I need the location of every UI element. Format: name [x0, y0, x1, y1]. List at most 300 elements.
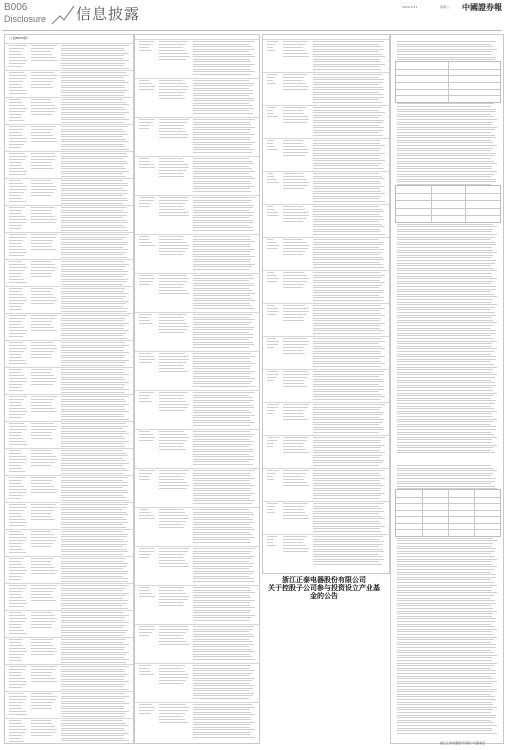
text-line — [313, 145, 385, 146]
text-line — [193, 695, 253, 696]
text-line — [397, 657, 492, 658]
text-line — [159, 197, 189, 198]
text-line — [9, 162, 22, 163]
text-line — [267, 149, 278, 150]
text-line — [397, 343, 492, 344]
text-line — [313, 300, 383, 301]
text-line — [61, 534, 128, 535]
text-line — [61, 234, 129, 235]
text-line — [31, 516, 52, 517]
text-line — [193, 551, 252, 552]
text-line — [9, 153, 25, 154]
text-line — [283, 53, 308, 54]
text-line — [31, 459, 57, 460]
text-line — [397, 683, 493, 684]
text-line — [61, 708, 124, 709]
text-line — [397, 54, 492, 55]
text-line — [9, 660, 22, 661]
text-line — [313, 424, 379, 425]
page-header — [0, 0, 506, 32]
text-line — [313, 221, 379, 222]
text-line — [31, 345, 56, 346]
text-line — [61, 436, 124, 437]
text-line — [159, 635, 183, 636]
text-line — [397, 608, 493, 609]
text-line — [61, 389, 129, 390]
text-line — [31, 678, 55, 679]
text-line — [9, 240, 23, 241]
text-line — [159, 158, 183, 159]
text-line — [397, 111, 496, 112]
text-line — [397, 704, 493, 705]
text-line — [9, 357, 22, 358]
text-line — [193, 631, 249, 632]
text-line — [397, 616, 492, 617]
text-line — [31, 477, 56, 478]
text-line — [283, 254, 303, 255]
text-line — [397, 478, 496, 479]
text-line — [193, 46, 252, 47]
text-line — [61, 129, 123, 130]
text-line — [9, 492, 26, 493]
text-line — [397, 585, 497, 586]
text-line — [313, 351, 380, 352]
text-line — [61, 563, 128, 564]
text-line — [397, 148, 493, 149]
text-line — [61, 345, 129, 346]
text-line — [313, 282, 385, 283]
text-line — [397, 276, 492, 277]
text-line — [193, 288, 249, 289]
text-line — [139, 236, 150, 237]
text-line — [159, 719, 185, 720]
text-line — [313, 234, 385, 235]
text-line — [159, 206, 183, 207]
text-line — [397, 551, 495, 552]
text-line — [397, 341, 497, 342]
text-line — [313, 198, 380, 199]
text-line — [139, 161, 150, 162]
text-line — [159, 680, 186, 681]
text-line — [397, 119, 497, 120]
text-line — [283, 146, 305, 147]
text-line — [61, 195, 123, 196]
text-line — [61, 517, 123, 518]
text-line — [283, 515, 308, 516]
text-line — [9, 639, 23, 640]
text-line — [159, 170, 186, 171]
text-line — [61, 158, 123, 159]
text-line — [283, 413, 303, 414]
text-line — [9, 588, 26, 589]
text-line — [397, 647, 496, 648]
text-line — [31, 561, 51, 562]
text-line — [283, 518, 309, 519]
text-line — [31, 315, 57, 316]
text-line — [159, 593, 186, 594]
text-line — [61, 220, 127, 221]
text-line — [313, 381, 384, 382]
text-line — [283, 314, 306, 315]
text-line — [397, 631, 492, 632]
text-line — [9, 138, 26, 139]
text-line — [159, 125, 184, 126]
text-line — [9, 531, 21, 532]
text-line — [313, 338, 382, 339]
text-line — [193, 425, 250, 426]
text-line — [31, 435, 51, 436]
text-line — [61, 114, 124, 115]
text-line — [397, 140, 492, 141]
text-line — [397, 106, 491, 107]
text-line — [193, 727, 250, 728]
text-line — [9, 549, 23, 550]
text-line — [139, 518, 155, 519]
text-line — [31, 354, 51, 355]
text-line — [283, 350, 303, 351]
text-line — [61, 180, 123, 181]
text-line — [283, 476, 303, 477]
text-line — [31, 384, 53, 385]
text-line — [193, 88, 249, 89]
text-line — [283, 419, 308, 420]
text-line — [61, 414, 124, 415]
text-line — [139, 362, 152, 363]
text-line — [193, 407, 254, 408]
text-line — [313, 290, 384, 291]
text-line — [9, 378, 27, 379]
text-line — [31, 291, 51, 292]
text-line — [61, 649, 124, 650]
text-line — [61, 156, 128, 157]
text-line — [159, 398, 183, 399]
text-line — [283, 479, 304, 480]
text-line — [31, 483, 51, 484]
text-line — [159, 629, 189, 630]
text-line — [159, 41, 188, 42]
text-line — [313, 371, 384, 372]
text-line — [159, 44, 185, 45]
text-line — [267, 281, 277, 282]
text-line — [9, 570, 27, 571]
text-line — [313, 150, 380, 151]
text-line — [159, 212, 188, 213]
text-line — [313, 480, 380, 481]
text-line — [193, 405, 253, 406]
text-line — [61, 728, 124, 729]
text-line — [397, 637, 497, 638]
text-line — [283, 206, 303, 207]
text-line — [61, 595, 126, 596]
text-line — [397, 46, 493, 47]
text-line — [313, 396, 385, 397]
section-english: Disclosure — [4, 14, 47, 24]
text-line — [313, 44, 379, 45]
text-line — [313, 287, 379, 288]
text-line — [61, 264, 129, 265]
text-line — [313, 193, 385, 194]
text-line — [397, 696, 495, 697]
text-line — [31, 261, 52, 262]
text-line — [31, 81, 53, 82]
text-line — [9, 333, 26, 334]
text-line — [61, 406, 124, 407]
text-line — [61, 203, 123, 204]
text-line — [193, 90, 254, 91]
text-line — [193, 558, 252, 559]
text-line — [283, 143, 303, 144]
text-line — [159, 596, 189, 597]
text-line — [9, 432, 22, 433]
text-line — [193, 222, 254, 223]
text-line — [283, 74, 307, 75]
text-line — [61, 558, 126, 559]
text-line — [61, 377, 124, 378]
text-line — [9, 192, 24, 193]
text-line — [61, 357, 124, 358]
text-line — [193, 553, 250, 554]
text-line — [61, 217, 123, 218]
text-line — [159, 236, 184, 237]
text-line — [397, 135, 495, 136]
text-line — [159, 365, 183, 366]
text-line — [31, 270, 55, 271]
text-line — [61, 63, 125, 64]
text-line — [267, 413, 273, 414]
text-line — [9, 252, 27, 253]
text-line — [31, 294, 53, 295]
text-line — [397, 150, 491, 151]
text-line — [397, 109, 496, 110]
text-line — [31, 129, 53, 130]
text-line — [313, 343, 379, 344]
text-line — [31, 600, 56, 601]
text-line — [61, 455, 128, 456]
text-line — [193, 587, 250, 588]
text-line — [61, 372, 125, 373]
text-line — [61, 144, 124, 145]
text-line — [61, 561, 123, 562]
text-line — [397, 717, 495, 718]
text-line — [9, 633, 27, 634]
text-line — [397, 678, 494, 679]
text-line — [139, 167, 155, 168]
text-line — [397, 239, 491, 240]
text-line — [193, 353, 251, 354]
text-line — [61, 725, 129, 726]
text-line — [9, 702, 23, 703]
text-line — [31, 159, 55, 160]
text-line — [193, 534, 252, 535]
text-line — [159, 245, 189, 246]
text-line — [61, 365, 124, 366]
text-line — [193, 66, 250, 67]
text-line — [159, 326, 189, 327]
text-line — [61, 453, 127, 454]
text-line — [9, 201, 26, 202]
text-line — [159, 515, 188, 516]
text-line — [193, 612, 250, 613]
text-line — [31, 462, 55, 463]
text-line — [9, 456, 26, 457]
text-line — [193, 236, 250, 237]
text-line — [61, 512, 127, 513]
text-line — [313, 56, 385, 57]
text-line — [9, 156, 27, 157]
text-line — [61, 465, 123, 466]
text-line — [397, 263, 495, 264]
text-line — [397, 268, 494, 269]
text-line — [61, 308, 128, 309]
text-line — [193, 100, 254, 101]
text-line — [159, 674, 188, 675]
text-line — [193, 293, 255, 294]
text-line — [397, 673, 496, 674]
text-line — [193, 529, 255, 530]
text-line — [9, 216, 25, 217]
text-line — [139, 476, 149, 477]
text-line — [31, 669, 55, 670]
text-line — [31, 588, 56, 589]
text-line — [193, 436, 252, 437]
text-line — [397, 382, 495, 383]
text-line — [397, 624, 491, 625]
text-line — [159, 512, 185, 513]
text-line — [139, 275, 153, 276]
text-line — [397, 132, 491, 133]
text-line — [31, 642, 51, 643]
text-line — [61, 104, 129, 105]
text-line — [31, 621, 55, 622]
text-line — [9, 105, 25, 106]
text-line — [31, 597, 53, 598]
text-line — [9, 576, 22, 577]
text-line — [193, 644, 254, 645]
text-line — [139, 434, 153, 435]
text-line — [283, 242, 306, 243]
text-line — [9, 465, 21, 466]
text-line — [193, 376, 250, 377]
text-line — [397, 590, 492, 591]
text-line — [313, 490, 380, 491]
text-line — [193, 259, 251, 260]
text-line — [397, 302, 492, 303]
text-line — [397, 579, 491, 580]
text-line — [9, 51, 21, 52]
text-line — [313, 559, 384, 560]
text-line — [397, 725, 497, 726]
text-line — [31, 513, 51, 514]
text-line — [193, 649, 252, 650]
text-line — [159, 200, 188, 201]
text-line — [283, 377, 307, 378]
text-line — [283, 449, 306, 450]
text-line — [159, 119, 189, 120]
text-line — [193, 41, 254, 42]
text-line — [139, 632, 152, 633]
text-line — [61, 554, 123, 555]
text-line — [193, 417, 250, 418]
text-line — [313, 115, 382, 116]
text-line — [397, 421, 494, 422]
text-line — [397, 393, 497, 394]
text-line — [193, 629, 253, 630]
text-line — [313, 452, 385, 453]
text-line — [31, 216, 55, 217]
text-line — [31, 402, 51, 403]
text-line — [283, 281, 307, 282]
text-line — [9, 267, 27, 268]
text-line — [193, 147, 249, 148]
text-line — [193, 144, 252, 145]
text-line — [313, 455, 382, 456]
text-line — [31, 243, 51, 244]
text-line — [61, 642, 124, 643]
text-line — [159, 671, 185, 672]
text-line — [159, 479, 184, 480]
text-line — [61, 632, 126, 633]
text-line — [61, 95, 124, 96]
text-line — [313, 384, 379, 385]
text-line — [283, 83, 306, 84]
text-line — [313, 262, 379, 263]
text-line — [31, 726, 55, 727]
text-line — [397, 387, 492, 388]
text-line — [313, 503, 384, 504]
text-line — [9, 621, 25, 622]
text-line — [193, 61, 251, 62]
text-line — [31, 702, 53, 703]
text-line — [61, 652, 129, 653]
text-line — [283, 311, 309, 312]
text-line — [313, 495, 381, 496]
text-line — [313, 135, 383, 136]
text-line — [267, 50, 275, 51]
text-line — [61, 68, 129, 69]
text-line — [193, 488, 251, 489]
text-line — [61, 45, 129, 46]
text-line — [397, 538, 493, 539]
text-line — [61, 311, 127, 312]
text-line — [193, 186, 255, 187]
text-line — [193, 71, 255, 72]
text-line — [139, 353, 151, 354]
text-line — [397, 179, 496, 180]
text-line — [313, 214, 379, 215]
text-line — [193, 278, 254, 279]
text-line — [31, 60, 57, 61]
text-line — [61, 495, 123, 496]
footer-signature: 浙江正泰电器股份有限公司董事会 — [440, 741, 486, 745]
text-line — [31, 153, 55, 154]
text-line — [31, 276, 51, 277]
text-line — [159, 122, 187, 123]
text-line — [313, 308, 385, 309]
text-line — [9, 309, 22, 310]
text-line — [313, 333, 382, 334]
text-line — [61, 706, 124, 707]
text-line — [61, 60, 129, 61]
text-line — [61, 433, 129, 434]
text-line — [61, 335, 123, 336]
text-line — [283, 140, 304, 141]
text-line — [31, 372, 51, 373]
text-line — [9, 678, 25, 679]
text-line — [9, 666, 27, 667]
text-line — [9, 387, 21, 388]
text-line — [61, 608, 128, 609]
text-line — [61, 163, 128, 164]
